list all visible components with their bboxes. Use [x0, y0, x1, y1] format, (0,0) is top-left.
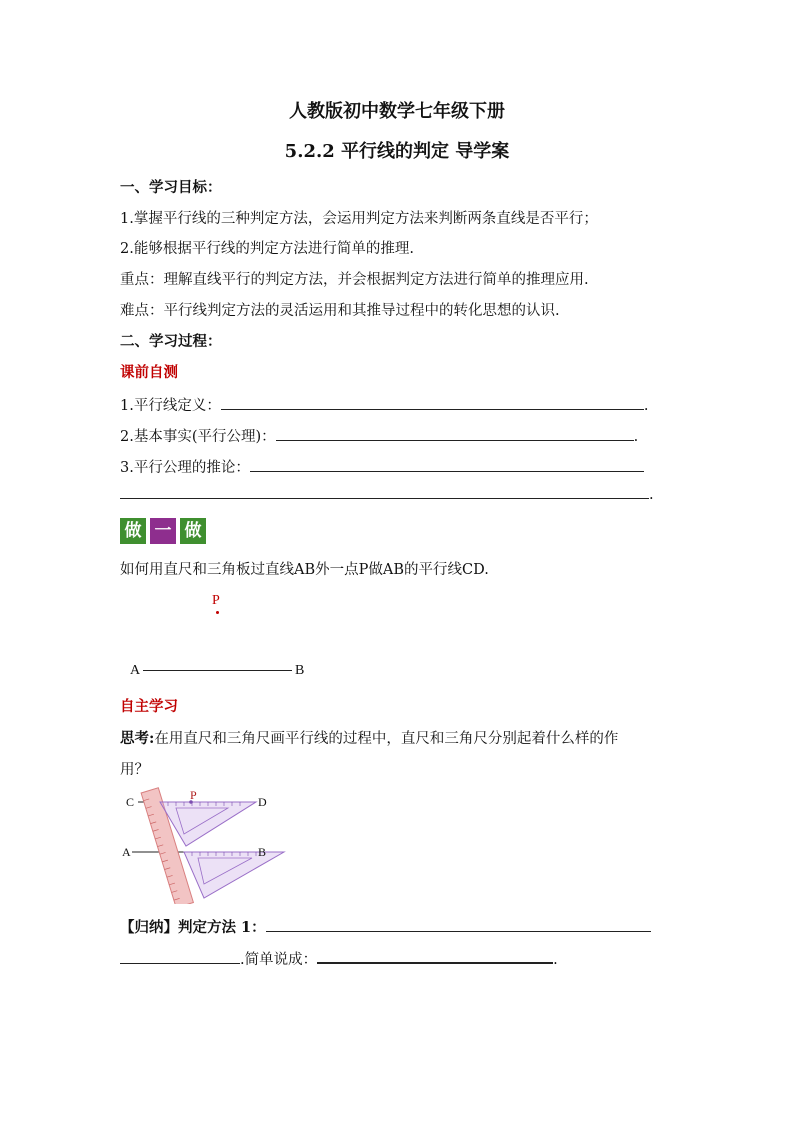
question-2-label: 2.基本事实(平行公理)：: [120, 429, 276, 445]
figure-label-a: A: [122, 845, 131, 859]
think-text: 在用直尺和三角尺画平行线的过程中，直尺和三角尺分别起着什么样的作: [154, 731, 619, 747]
figure-label-b: B: [258, 845, 267, 859]
question-1-period: .: [643, 398, 649, 414]
question-2: [120, 425, 638, 446]
do-it-badge: [120, 518, 210, 544]
summary-row-1: [120, 916, 651, 937]
summary-end: .: [553, 952, 558, 968]
summary-row-2: [120, 948, 558, 969]
section1-heading: 一、学习目标：: [120, 179, 222, 196]
question-2-period: .: [633, 429, 639, 445]
answer-blank-3b[interactable]: [120, 498, 649, 499]
answer-blank-3a[interactable]: [250, 471, 644, 472]
think-question: [120, 727, 618, 748]
summary-label: 【归纳】判定方法 1：: [120, 919, 266, 936]
question-3-continued: [120, 487, 654, 503]
goal-2: 2.能够根据平行线的判定方法进行简单的推理.: [120, 241, 414, 257]
preview-title: 课前自测: [120, 364, 178, 381]
question-3-label: 3.平行公理的推论：: [120, 460, 250, 476]
key-point: 重点：理解直线平行的判定方法，并会根据判定方法进行简单的推理应用.: [120, 272, 589, 288]
summary-blank-3[interactable]: [317, 962, 553, 964]
line-ab: [143, 670, 292, 671]
summary-blank-1[interactable]: [266, 931, 651, 932]
page-subtitle: 5.2.2 平行线的判定 导学案: [284, 141, 510, 162]
figure-label-d: D: [258, 795, 267, 809]
badge-char-1: 做: [120, 518, 146, 544]
goal-1: 1.掌握平行线的三种判定方法，会运用判定方法来判断两条直线是否平行；: [120, 211, 598, 227]
question-3: [120, 456, 644, 477]
line-label-a: A: [130, 663, 141, 678]
line-label-b: B: [295, 663, 305, 678]
point-p-label: P: [212, 593, 220, 608]
summary-blank-2[interactable]: [120, 963, 240, 964]
figure-label-c: C: [126, 795, 135, 809]
question-3-period: .: [649, 487, 654, 503]
point-p-dot: [216, 611, 219, 614]
question-1-label: 1.平行线定义：: [120, 398, 221, 414]
figure-label-p: P: [190, 788, 197, 802]
self-study-title: 自主学习: [120, 698, 178, 715]
activity-prompt: 如何用直尺和三角板过直线AB外一点P做AB的平行线CD.: [120, 562, 489, 578]
set-square-lower-icon: [184, 852, 284, 898]
think-label: 思考:: [120, 730, 155, 747]
think-text-continued: 用？: [120, 762, 149, 778]
answer-blank-1[interactable]: [221, 409, 644, 410]
answer-blank-2[interactable]: [276, 440, 634, 441]
difficulty: 难点：平行线判定方法的灵活运用和其推导过程中的转化思想的认识.: [120, 303, 560, 319]
page-title: 人教版初中数学七年级下册: [289, 101, 505, 122]
question-1: [120, 394, 648, 415]
section2-heading: 二、学习过程：: [120, 333, 222, 350]
badge-char-3: 做: [180, 518, 206, 544]
badge-char-2: 一: [150, 518, 176, 544]
summary-middle: .简单说成：: [240, 952, 318, 968]
